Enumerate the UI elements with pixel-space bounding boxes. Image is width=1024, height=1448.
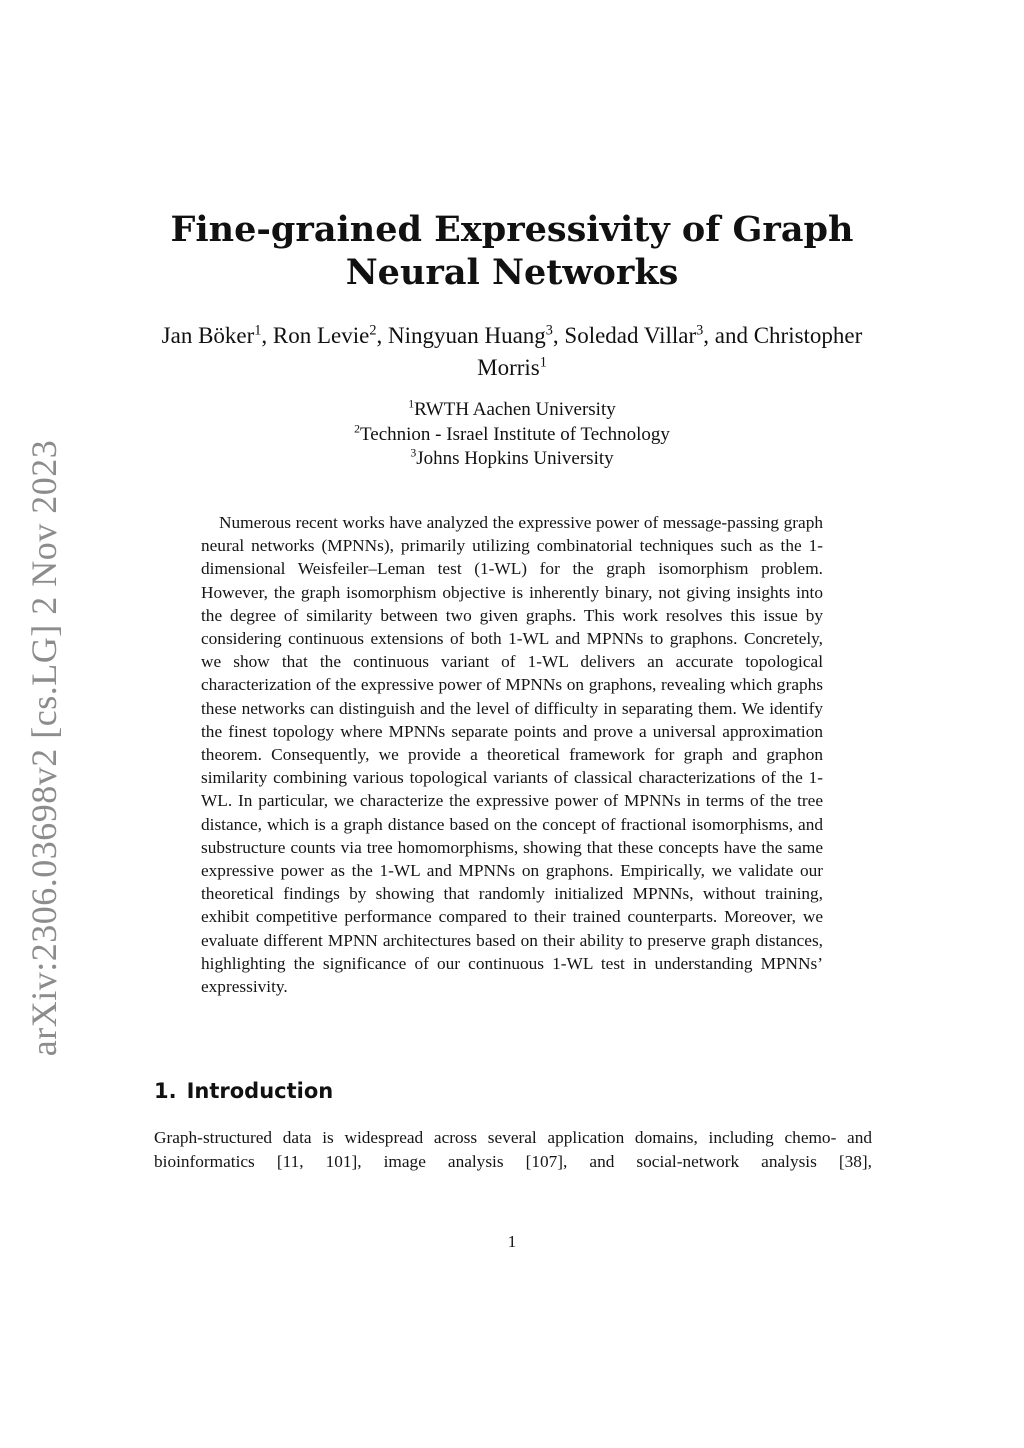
section-heading: [154, 1077, 333, 1105]
author-affiliation-marker: 3: [696, 322, 704, 339]
affiliation-marker: 2: [354, 422, 360, 436]
author: [564, 323, 753, 348]
page-number: 1: [507, 1232, 517, 1251]
author-separator: ,: [552, 323, 565, 348]
author-separator: ,: [376, 323, 388, 348]
affiliation-list: [200, 398, 824, 472]
affiliation-marker: 1: [408, 397, 415, 411]
introduction-paragraph: Graph-structured data is widespread across several application domains, including chemo- and bioinformatics [11, 101], image analysis [107], and social-network analysis [38],: [154, 1128, 872, 1171]
author-affiliation-marker: 1: [539, 354, 547, 371]
section-title: Introduction: [186, 1079, 334, 1103]
affiliation-name: Technion - Israel Institute of Technology: [360, 423, 670, 445]
author-affiliation-marker: 1: [254, 322, 262, 339]
author-affiliation-marker: 2: [369, 322, 377, 339]
arxiv-identifier-stamp: arXiv:2306.03698v2 [cs.LG] 2 Nov 2023: [24, 439, 64, 1057]
affiliation-marker: 3: [410, 446, 417, 460]
author: [162, 323, 273, 348]
author-name: Ron Levie: [272, 323, 370, 348]
affiliation-name: Johns Hopkins University: [416, 448, 614, 469]
author-name: Jan Böker: [161, 323, 255, 348]
author: [273, 323, 388, 348]
author-name: Ningyuan Huang: [388, 323, 546, 348]
affiliation-name: RWTH Aachen University: [414, 399, 616, 420]
author-list: [140, 320, 884, 384]
author-name: Christopher Morris: [477, 323, 863, 380]
author-separator: , and: [703, 323, 754, 348]
abstract-text: Numerous recent works have analyzed the expressive power of message-passing graph neural networks (MPNNs), primarily utilizing combinatorial techniques such as the 1-dimensional Weisfeiler–Leman test (1-WL) for the graph isomorphism problem. However, the graph isomorphism objective is inherently binary, not giving insights into the degree of similarity between two given graphs. This work resolves this issue by considering continuous extensions of both 1-WL and MPNNs to graphons. Concretely, we show that the continuous variant of 1-WL delivers an accurate topological characterization of the expressive power of MPNNs on graphons, revealing which graphs these networks can distinguish and the level of difficulty in separating them. We identify the finest topology where MPNNs separate points and prove a universal approximation theorem. Consequently, we provide a theoretical framework for graph and graphon similarity combining various topological variants of classical characterizations of the 1-WL. In particular, we characterize the expressive power of MPNNs in terms of the tree distance, which is a graph distance based on the concept of fractional isomorphisms, and substructure counts via tree homomorphisms, showing that these concepts have the same expressive power as the 1-WL and MPNNs on graphons. Empirically, we validate our theoretical findings by showing that randomly initialized MPNNs, without training, exhibit competitive performance compared to their trained counterparts. Moreover, we evaluate different MPNN architectures based on their ability to preserve graph distances, highlighting the significance of our continuous 1-WL test in understanding MPNNs’ expressivity.: [201, 513, 823, 997]
author-name: Soledad Villar: [564, 323, 697, 348]
affiliation: [200, 398, 824, 423]
paper-title: Fine-grained Expressivity of Graph Neural Networks: [170, 209, 854, 293]
author-affiliation-marker: 3: [545, 322, 553, 339]
author-separator: ,: [261, 323, 273, 348]
section-number: 1.: [154, 1079, 177, 1103]
affiliation: [200, 423, 824, 448]
author: [388, 323, 564, 348]
affiliation: [200, 447, 824, 472]
